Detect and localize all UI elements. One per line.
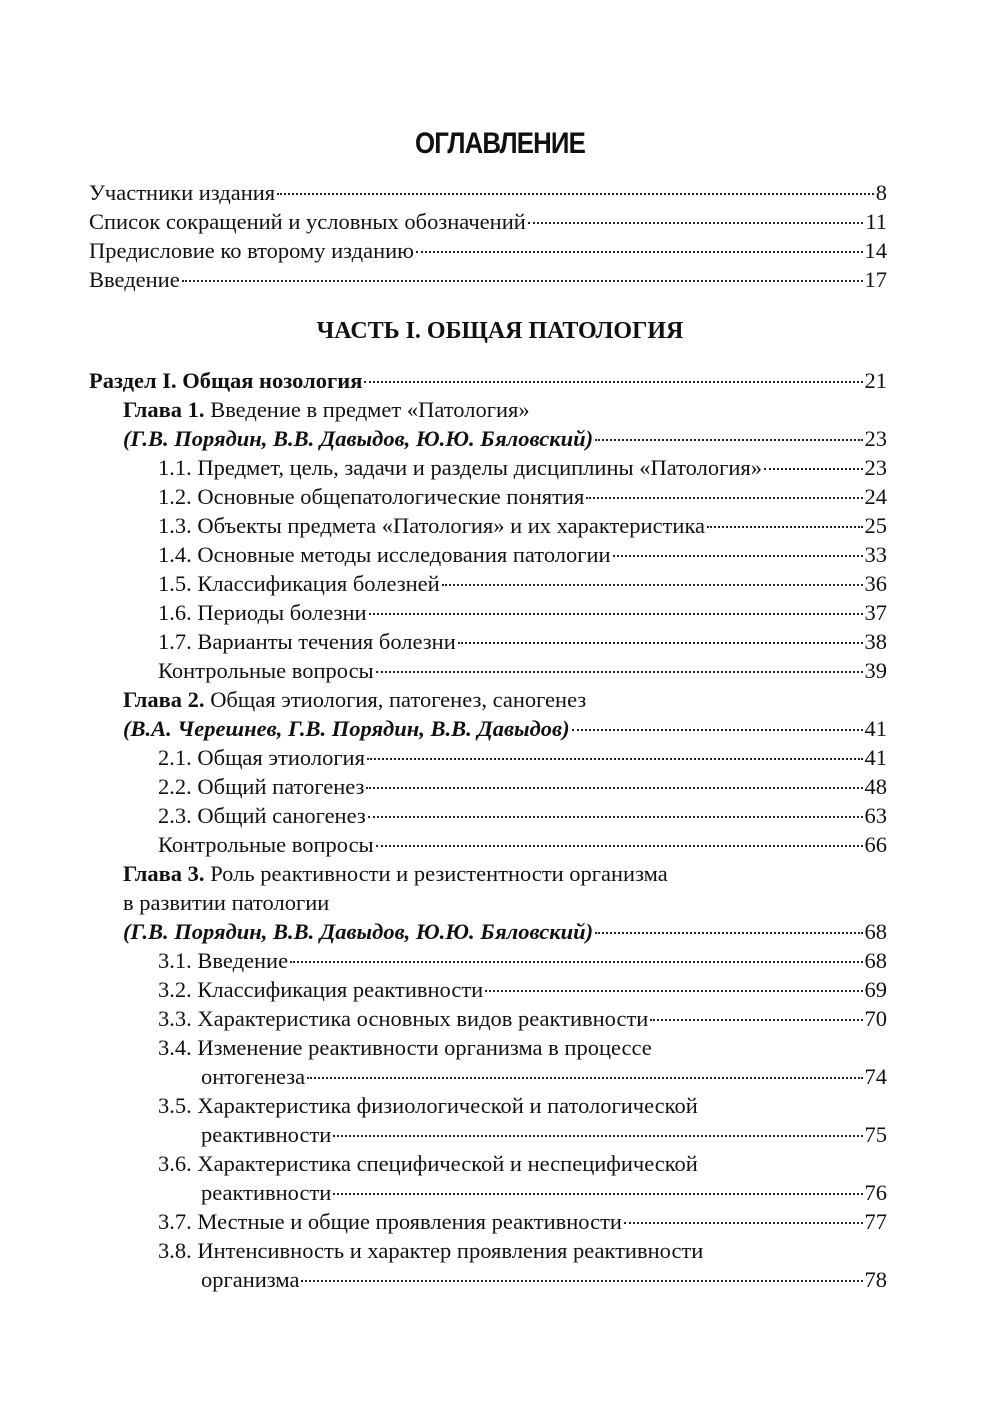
toc-entry-label: Предисловие ко второму изданию	[89, 238, 414, 263]
toc-entry-label: реактивности	[201, 1180, 332, 1205]
leader-dots	[182, 280, 863, 282]
toc-entry-label: организма	[201, 1267, 300, 1292]
toc-entry[interactable]	[158, 482, 887, 511]
section-title: Общая нозология	[182, 368, 363, 393]
toc-entry-page: 14	[864, 238, 887, 263]
toc-chapter-heading[interactable]	[123, 859, 887, 888]
toc-entry-line1[interactable]	[158, 1236, 887, 1265]
chapter-prefix: Глава 2.	[123, 687, 205, 712]
toc-entry-label: 2.1. Общая этиология	[158, 745, 365, 770]
toc-entry-label: 1.1. Предмет, цель, задачи и разделы дисциплины «Патология»	[158, 455, 762, 480]
toc-entry-page: 70	[864, 1006, 887, 1031]
leader-dots	[369, 613, 863, 615]
leader-dots	[364, 381, 862, 383]
toc-entry[interactable]	[158, 975, 887, 1004]
toc-entry-label	[89, 366, 362, 395]
toc-entry[interactable]	[158, 830, 887, 859]
toc-entry-page: 37	[864, 600, 887, 625]
leader-dots	[416, 251, 863, 253]
toc-entry[interactable]	[158, 540, 887, 569]
leader-dots	[572, 729, 863, 731]
toc-chapter-heading[interactable]	[123, 395, 887, 424]
toc-entry[interactable]	[158, 772, 887, 801]
chapter-prefix: Глава 1.	[123, 397, 205, 422]
leader-dots	[613, 555, 863, 557]
chapter-authors: (Г.В. Порядин, В.В. Давыдов, Ю.Ю. Бяловский)	[123, 426, 594, 451]
toc-entry-page: 39	[864, 658, 887, 683]
toc-entry-line2[interactable]	[201, 1062, 887, 1091]
toc-entry-label: Список сокращений и условных обозначений	[89, 209, 526, 234]
toc-entry[interactable]	[89, 236, 887, 265]
page-title: ОГЛАВЛЕНИЕ	[415, 127, 585, 160]
leader-dots	[458, 642, 863, 644]
toc-chapter-authors[interactable]	[123, 424, 887, 453]
toc-entry-label	[123, 395, 530, 424]
toc-entry-page: 11	[865, 209, 887, 234]
leader-dots	[485, 990, 862, 992]
toc-entry-label: 3.2. Классификация реактивности	[158, 977, 484, 1002]
toc-entry-page: 76	[864, 1180, 887, 1205]
toc-entry-page: 23	[864, 455, 887, 480]
chapter-title: Роль реактивности и резистентности организма	[210, 861, 668, 886]
toc-entry[interactable]	[158, 946, 887, 975]
leader-dots	[290, 961, 862, 963]
chapter-authors: (Г.В. Порядин, В.В. Давыдов, Ю.Ю. Бяловский)	[123, 919, 594, 944]
leader-dots	[366, 787, 862, 789]
toc-entry[interactable]	[89, 207, 887, 236]
toc-entry[interactable]	[158, 743, 887, 772]
toc-entry-label: реактивности	[201, 1122, 332, 1147]
toc-chapter-heading-cont	[123, 888, 887, 917]
toc-entry-page: 69	[864, 977, 887, 1002]
toc-entry-label	[123, 859, 668, 888]
chapter-title: Введение в предмет «Патология»	[210, 397, 530, 422]
toc-entry-label: 3.1. Введение	[158, 948, 289, 973]
chapter-title: Общая этиология, патогенез, саногенез	[210, 687, 587, 712]
toc-entry-label: 3.8. Интенсивность и характер проявления реактивности	[158, 1238, 704, 1263]
toc-entry-page: 77	[864, 1209, 887, 1234]
toc-entry-label: 1.6. Периоды болезни	[158, 600, 367, 625]
leader-dots	[595, 932, 862, 934]
toc-entry-line1[interactable]	[158, 1091, 887, 1120]
leader-dots	[376, 845, 863, 847]
leader-dots	[442, 584, 863, 586]
toc-entry-line2[interactable]	[201, 1178, 887, 1207]
toc-entry-label: 3.4. Изменение реактивности организма в процессе	[158, 1035, 652, 1060]
toc-entry-label: 1.4. Основные методы исследования патологии	[158, 542, 611, 567]
toc-entry-page: 17	[864, 267, 887, 292]
toc-chapter-heading[interactable]	[123, 685, 887, 714]
toc-entry[interactable]	[158, 453, 887, 482]
leader-dots	[307, 1077, 862, 1079]
toc-chapter-authors[interactable]	[123, 917, 887, 946]
toc-entry-line2[interactable]	[201, 1120, 887, 1149]
toc-entry-label: 3.6. Характеристика специфической и неспецифической	[158, 1151, 698, 1176]
toc-entry-page: 63	[864, 803, 887, 828]
leader-dots	[376, 671, 863, 673]
part-heading: ЧАСТЬ I. ОБЩАЯ ПАТОЛОГИЯ	[316, 318, 684, 344]
leader-dots	[333, 1135, 862, 1137]
toc-entry-label: 3.7. Местные и общие проявления реактивности	[158, 1209, 622, 1234]
toc-entry-label: Контрольные вопросы	[158, 658, 374, 683]
toc-entry-label: 1.5. Классификация болезней	[158, 571, 440, 596]
toc-entry-page: 41	[864, 745, 887, 770]
chapter-authors: (В.А. Черешнев, Г.В. Порядин, В.В. Давыдов)	[123, 716, 570, 741]
toc-entry-page: 33	[864, 542, 887, 567]
toc-chapter-authors[interactable]	[123, 714, 887, 743]
toc-entry-label: онтогенеза	[201, 1064, 306, 1089]
chapter-prefix: Глава 3.	[123, 861, 205, 886]
toc-entry[interactable]	[89, 178, 887, 207]
toc-entry[interactable]	[158, 656, 887, 685]
leader-dots	[595, 439, 862, 441]
toc-entry-page: 8	[875, 180, 887, 205]
leader-dots	[368, 816, 863, 818]
toc-entry-label: Участники издания	[89, 180, 276, 205]
toc-entry-page: 36	[864, 571, 887, 596]
toc-entry-label: Контрольные вопросы	[158, 832, 374, 857]
toc-entry-page: 21	[864, 368, 887, 393]
toc-entry-page: 68	[864, 948, 887, 973]
toc-entry-page: 24	[864, 484, 887, 509]
toc-entry-page: 38	[864, 629, 887, 654]
toc-entry-page: 78	[864, 1267, 887, 1292]
toc-entry-line1[interactable]	[158, 1149, 887, 1178]
toc-entry-label: 1.2. Основные общепатологические понятия	[158, 484, 585, 509]
toc-entry[interactable]	[158, 1207, 887, 1236]
toc-entry-label	[123, 685, 586, 714]
toc-entry-page: 74	[864, 1064, 887, 1089]
toc-entry-line1[interactable]	[158, 1033, 887, 1062]
leader-dots	[707, 526, 862, 528]
toc-entry-page: 66	[864, 832, 887, 857]
toc-entry-label: Введение	[89, 267, 180, 292]
toc-entry[interactable]	[158, 801, 887, 830]
toc-entry-label: 3.5. Характеристика физиологической и патологической	[158, 1093, 698, 1118]
toc-entry-label: 2.2. Общий патогенез	[158, 774, 365, 799]
toc-entry[interactable]	[158, 1004, 887, 1033]
chapter-title-cont: в развитии патологии	[123, 890, 330, 915]
toc-entry[interactable]	[89, 265, 887, 294]
toc-entry-page: 25	[864, 513, 887, 538]
leader-dots	[528, 222, 864, 224]
toc-entry-page: 41	[864, 716, 887, 741]
toc-entry-page: 23	[864, 426, 887, 451]
toc-entry[interactable]	[158, 569, 887, 598]
toc-entry-page: 68	[864, 919, 887, 944]
toc-entry-label: 1.7. Варианты течения болезни	[158, 629, 456, 654]
leader-dots	[764, 468, 863, 470]
leader-dots	[624, 1222, 863, 1224]
toc-entry-page: 75	[864, 1122, 887, 1147]
section-prefix: Раздел I.	[89, 368, 177, 393]
toc-entry-page: 48	[864, 774, 887, 799]
leader-dots	[586, 497, 862, 499]
toc-entry-label: 3.3. Характеристика основных видов реактивности	[158, 1006, 649, 1031]
toc-section-entry[interactable]	[89, 366, 887, 395]
toc-entry-label: 2.3. Общий саногенез	[158, 803, 366, 828]
leader-dots	[301, 1280, 862, 1282]
leader-dots	[650, 1019, 862, 1021]
leader-dots	[367, 758, 863, 760]
leader-dots	[277, 193, 874, 195]
leader-dots	[333, 1193, 862, 1195]
toc-entry[interactable]	[158, 598, 887, 627]
toc-entry-line2[interactable]	[201, 1265, 887, 1294]
toc-entry-label: 1.3. Объекты предмета «Патология» и их характеристика	[158, 513, 706, 538]
toc-entry[interactable]	[158, 511, 887, 540]
toc-entry[interactable]	[158, 627, 887, 656]
